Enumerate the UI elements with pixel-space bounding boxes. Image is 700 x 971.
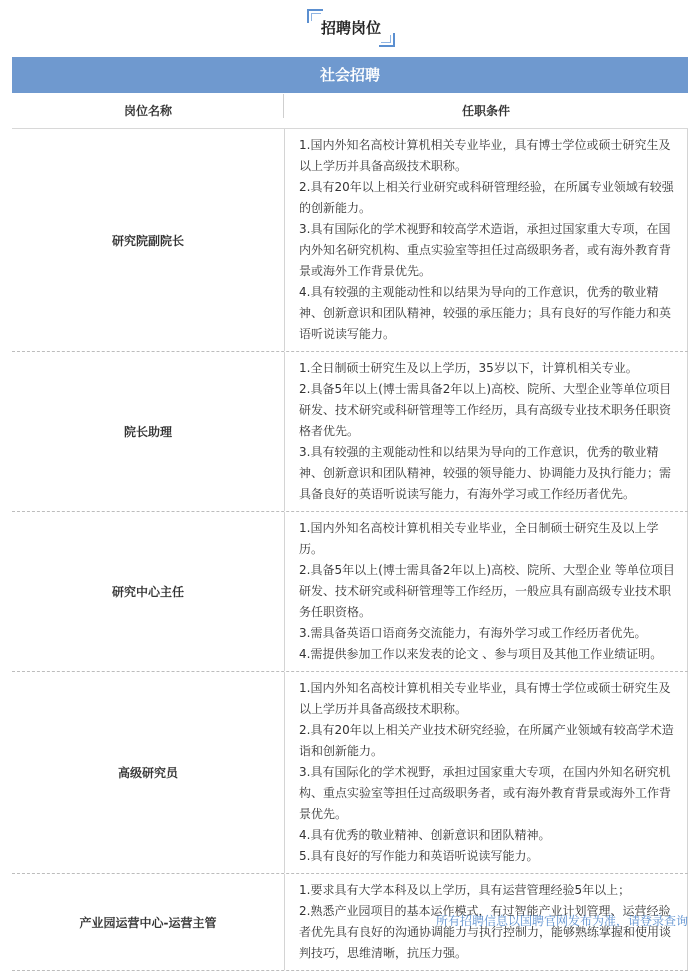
requirement-item: 2.熟悉产业园项目的基本运作模式，有过智能产业计划管理、运营经验者优先具有良好的沟通协调能力与执行控制力，能够熟练掌握和使用谈判技巧，思维清晰，抗压力强。 [299, 904, 672, 960]
job-requirements [284, 672, 688, 873]
requirement-item: 4.具有优秀的敬业精神、创新意识和团队精神。 [299, 828, 551, 842]
table-row [12, 129, 688, 352]
job-title: 产业园运营中心-运营主管 [79, 915, 217, 930]
job-title: 院长助理 [123, 425, 172, 439]
requirement-item: 2.具有20年以上相关行业研究或科研管理经验，在所属专业领域有较强的创新能力。 [299, 180, 674, 215]
requirement-item: 3.具有较强的主观能动性和以结果为导向的工作意识，优秀的敬业精神、创新意识和团队精神，较强的领导能力、协调能力及执行能力；需具备良好的英语听说读写能力，有海外学习或工作经历者优先。 [299, 445, 672, 501]
requirement-item: 1.国内外知名高校计算机相关专业毕业，具有博士学位或硕士研究生及以上学历并具备高级技术职称。 [299, 138, 671, 173]
column-header-name-label: 岗位名称 [123, 104, 172, 118]
requirement-item: 1.全日制硕士研究生及以上学历，35岁以下，计算机相关专业。 [299, 361, 638, 375]
requirement-item: 4.具有较强的主观能动性和以结果为导向的工作意识，优秀的敬业精神、创新意识和团队精神，较强的承压能力；具有良好的写作能力和英语听说读写能力。 [299, 285, 672, 341]
requirement-item: 1.国内外知名高校计算机相关专业毕业，全日制硕士研究生及以上学历。 [299, 521, 659, 556]
job-title: 研究院副院长 [111, 233, 184, 248]
job-title: 高级研究员 [117, 766, 178, 780]
table-row [12, 512, 688, 672]
requirement-item: 5.具有良好的写作能力和英语听说读写能力。 [299, 849, 539, 863]
requirement-item: 1.国内外知名高校计算机相关专业毕业，具有博士学位或硕士研究生及以上学历并具备高级技术职称。 [299, 681, 671, 716]
table-row [12, 672, 688, 874]
column-header-name [12, 102, 284, 119]
requirement-item: 2.具备5年以上(博士需具备2年以上)高校、院所、大型企业 等单位项目研发、技术研究或科研管理等工作经历，一般应具有副高级专业技术职务任职资格。 [299, 563, 675, 619]
requirement-item: 2.具有20年以上相关产业技术研究经验，在所属产业领域有较高学术造诣和创新能力。 [299, 723, 674, 758]
table-row [12, 352, 688, 512]
job-requirements [284, 352, 688, 511]
table-header [12, 93, 688, 129]
title-frame [307, 9, 395, 47]
requirement-item: 3.具有国际化的学术视野，承担过国家重大专项，在国内外知名研究机构、重点实验室等担任过高级职务者，或有海外教育背景或海外工作背景优先。 [299, 765, 672, 821]
job-requirements [284, 512, 688, 671]
job-table [12, 93, 688, 971]
page-header [0, 0, 700, 56]
column-divider [283, 94, 284, 118]
requirement-item: 4.需提供参加工作以来发表的论文 、参与项目及其他工作业绩证明。 [299, 647, 663, 661]
footer-note[interactable]: 所有招聘信息以国聘官网发布为准，请登录查询 [435, 914, 688, 928]
section-title: 社会招聘 [12, 57, 688, 93]
requirement-item: 3.具有国际化的学术视野和较高学术造诣，承担过国家重大专项，在国内外知名研究机构、重点实验室等担任过高级职务者，或有海外教育背景或海外工作背景优先。 [299, 222, 672, 278]
column-header-requirements: 任职条件 [461, 104, 510, 118]
requirement-item: 3.需具备英语口语商务交流能力，有海外学习或工作经历者优先。 [299, 626, 647, 640]
job-requirements [284, 129, 688, 351]
requirement-item: 1.要求具有大学本科及以上学历，具有运营管理经验5年以上； [299, 883, 631, 897]
job-title: 研究中心主任 [111, 585, 184, 599]
page-title: 招聘岗位 [320, 19, 381, 37]
table-body [12, 129, 688, 971]
requirement-item: 2.具备5年以上(博士需具备2年以上)高校、院所、大型企业等单位项目研发、技术研究或科研管理等工作经历，具有高级专业技术职务任职资格者优先。 [299, 382, 672, 438]
